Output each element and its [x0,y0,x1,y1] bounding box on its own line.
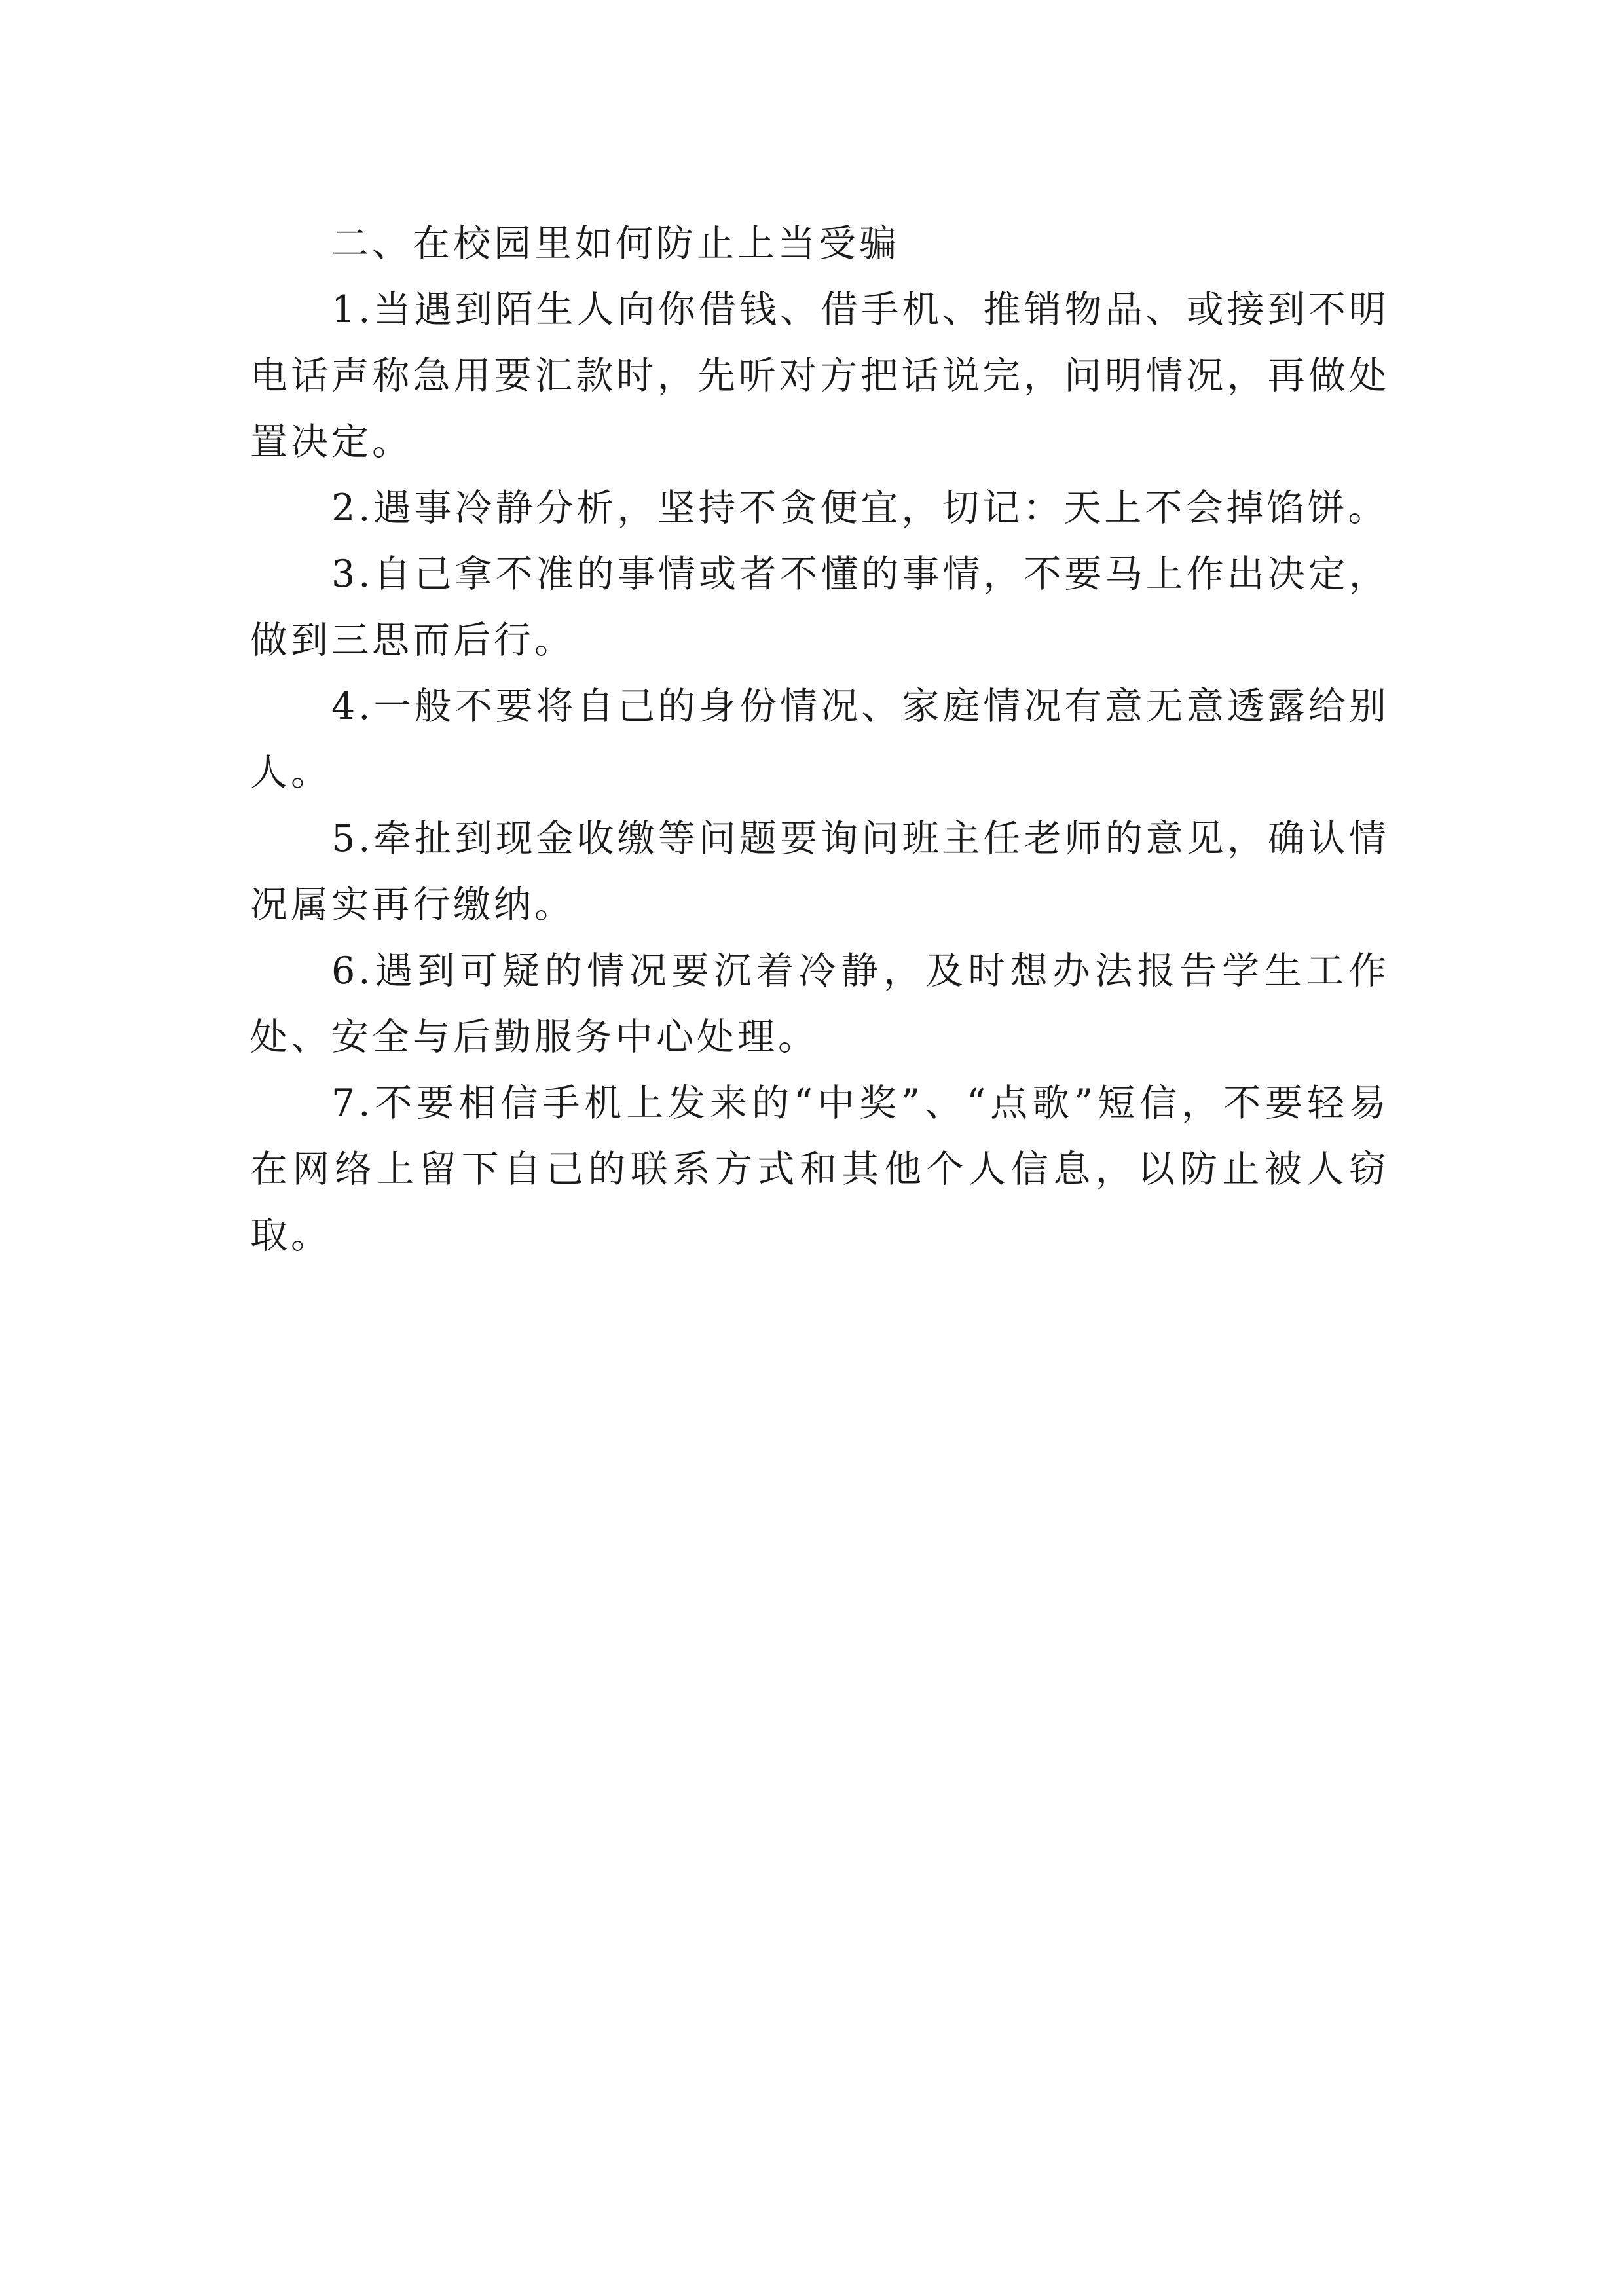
paragraph-3: 3.自己拿不准的事情或者不懂的事情，不要马上作出决定，做到三思而后行。 [250,553,1390,662]
document-body [250,211,1390,1269]
paragraph-7: 7.不要相信手机上发来的“中奖”、“点歌”短信，不要轻易在网络上留下自己的联系方式和其他个人信息，以防止被人窃取。 [250,1082,1390,1257]
paragraph-4: 4.一般不要将自己的身份情况、家庭情况有意无意透露给别人。 [250,685,1390,794]
section-heading: 二、在校园里如何防止上当受骗 [331,222,900,265]
paragraph-1: 1.当遇到陌生人向你借钱、借手机、推销物品、或接到不明电话声称急用要汇款时，先听对方把话说完，问明情况，再做处置决定。 [250,288,1390,464]
paragraph-6: 6.遇到可疑的情况要沉着冷静，及时想办法报告学生工作处、安全与后勤服务中心处理。 [250,949,1390,1059]
paragraph-2: 2.遇事冷静分析，坚持不贪便宜，切记：天上不会掉馅饼。 [331,486,1389,530]
paragraph-5: 5.牵扯到现金收缴等问题要询问班主任老师的意见，确认情况属实再行缴纳。 [250,817,1390,926]
